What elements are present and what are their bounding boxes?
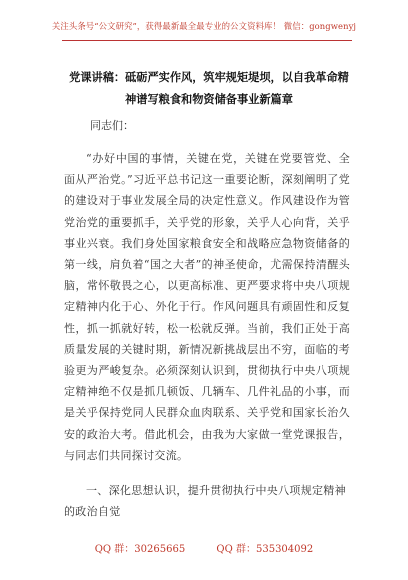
footer-contacts	[0, 540, 408, 555]
salutation: 同志们：	[90, 119, 134, 132]
footer-qq-group-1: QQ 群：30265665	[94, 544, 186, 555]
header-banner: 关注头条号“公文研究”，获得最新最全最专业的公文资料库！ 微信：gongwenyj	[51, 21, 357, 31]
document-title: 党课讲稿：砥砺严实作风，筑牢规矩堤坝，以自我革命精神谱写粮食和物资储备事业新篇章	[69, 70, 349, 106]
footer-qq-group-2: QQ 群：535304092	[216, 544, 314, 555]
header-divider	[62, 40, 352, 41]
paragraph-text: “办好中国的事情，关键在党，关键在党要管党、全面从严治党。”习近平总书记这一重要论断，深刻阐明了党的建设对于事业发展全局的决定性意义。作风建设作为管党治党的重要抓手，关乎党的形象，关乎人心向背，关乎事业兴衰。我们身处国家粮食安全和战略应急物资储备的第一线，肩负着“国之大者”的神圣使命，尤需保持清醒头脑，常怀敬畏之心，以更高标准、更严要求将中央八项规定精神内化于心、外化于行。作风问题具有顽固性和反复性，抓一抓就好转，松一松就反弹。当前，我们正处于高质量发展的关键时期，新情况新挑战层出不穷，面临的考验更为严峻复杂。必须深刻认识到，贯彻执行中央八项规定精神绝不仅是抓几顿饭、几辆车、几件礼品的小事，而是关乎保持党同人民群众血肉联系、关乎党和国家长治久安的政治大考。借此机会，由我为大家做一堂党课报告，与同志们共同探讨交流。	[64, 152, 350, 462]
body-paragraph	[64, 148, 350, 466]
section-heading: 一、深化思想认识，提升贯彻执行中央八项规定精神的政治自觉	[64, 484, 346, 519]
